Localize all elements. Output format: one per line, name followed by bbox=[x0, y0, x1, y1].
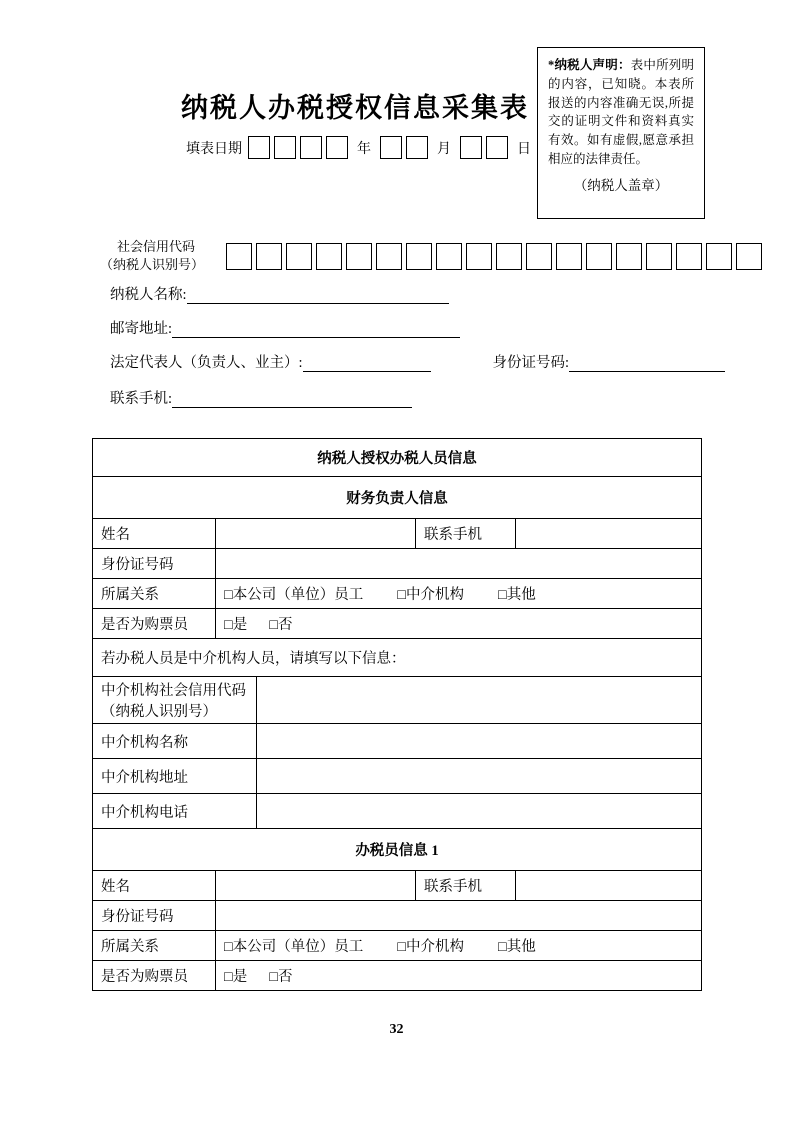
taxpayer-declaration-box bbox=[537, 47, 705, 219]
page-number: 32 bbox=[389, 1022, 404, 1037]
clerk-name-label: 姓名 bbox=[93, 871, 216, 901]
agency-name-input[interactable] bbox=[257, 724, 702, 759]
day-unit-label: 日 bbox=[517, 141, 531, 157]
agency-address-input[interactable] bbox=[257, 759, 702, 794]
legal-representative-line bbox=[110, 351, 725, 372]
agency-credit-code-label: 中介机构社会信用代码（纳税人识别号） bbox=[93, 677, 257, 724]
month-box[interactable] bbox=[406, 136, 428, 159]
agency-credit-code-row bbox=[93, 677, 702, 724]
credit-code-box[interactable] bbox=[226, 243, 252, 270]
month-box[interactable] bbox=[380, 136, 402, 159]
taxpayer-name-label: 纳税人名称: bbox=[110, 287, 187, 303]
table-title-row bbox=[93, 439, 702, 477]
agency-phone-label: 中介机构电话 bbox=[93, 794, 257, 829]
relation-option-other-checkbox[interactable]: □其他 bbox=[498, 587, 536, 603]
credit-code-box[interactable] bbox=[466, 243, 492, 270]
finance-ticket-label: 是否为购票员 bbox=[93, 609, 216, 639]
taxpayer-name-input[interactable] bbox=[187, 287, 449, 304]
credit-code-row bbox=[100, 238, 768, 274]
day-boxes bbox=[460, 136, 508, 159]
clerk-section-title: 办税员信息 1 bbox=[93, 829, 702, 871]
agency-phone-input[interactable] bbox=[257, 794, 702, 829]
taxpayer-name-line bbox=[110, 283, 449, 304]
taxpayer-stamp-label: （纳税人盖章） bbox=[573, 177, 669, 193]
relation-option-company-checkbox[interactable]: □本公司（单位）员工 bbox=[224, 939, 364, 955]
finance-ticket-options bbox=[216, 609, 702, 639]
credit-code-box[interactable] bbox=[346, 243, 372, 270]
month-unit-label: 月 bbox=[437, 141, 451, 157]
credit-code-box[interactable] bbox=[706, 243, 732, 270]
ticket-option-no-checkbox[interactable]: □否 bbox=[269, 617, 293, 633]
mailing-address-line bbox=[110, 317, 460, 338]
agency-note-row bbox=[93, 639, 702, 677]
declaration-label: *纳税人声明： bbox=[548, 58, 631, 72]
date-row bbox=[186, 136, 534, 159]
clerk-id-label: 身份证号码 bbox=[93, 901, 216, 931]
agency-address-row bbox=[93, 759, 702, 794]
finance-section-title: 财务负责人信息 bbox=[93, 477, 702, 519]
declaration-text bbox=[548, 56, 694, 169]
relation-option-agency-checkbox[interactable]: □中介机构 bbox=[397, 587, 465, 603]
finance-phone-input[interactable] bbox=[516, 519, 702, 549]
credit-code-label bbox=[100, 238, 212, 274]
ticket-option-yes-checkbox[interactable]: □是 bbox=[224, 617, 248, 633]
finance-id-input[interactable] bbox=[216, 549, 702, 579]
credit-code-box[interactable] bbox=[406, 243, 432, 270]
clerk-name-input[interactable] bbox=[216, 871, 416, 901]
contact-phone-input[interactable] bbox=[172, 391, 412, 408]
clerk-relation-label: 所属关系 bbox=[93, 931, 216, 961]
credit-code-box[interactable] bbox=[496, 243, 522, 270]
credit-code-box[interactable] bbox=[646, 243, 672, 270]
id-number-input[interactable] bbox=[569, 355, 725, 372]
finance-relation-options bbox=[216, 579, 702, 609]
day-box[interactable] bbox=[486, 136, 508, 159]
legal-representative-label: 法定代表人（负责人、业主）: bbox=[110, 355, 303, 371]
mailing-address-label: 邮寄地址: bbox=[110, 321, 173, 337]
finance-ticket-row bbox=[93, 609, 702, 639]
relation-option-company-checkbox[interactable]: □本公司（单位）员工 bbox=[224, 587, 364, 603]
clerk-ticket-row bbox=[93, 961, 702, 991]
ticket-option-yes-checkbox[interactable]: □是 bbox=[224, 969, 248, 985]
credit-code-label-line2: （纳税人识别号） bbox=[100, 257, 205, 273]
agency-address-label: 中介机构地址 bbox=[93, 759, 257, 794]
year-unit-label: 年 bbox=[357, 141, 371, 157]
contact-phone-line bbox=[110, 387, 412, 408]
id-number-label: 身份证号码: bbox=[492, 355, 570, 371]
credit-code-box[interactable] bbox=[376, 243, 402, 270]
declaration-body: 表中所列明的内容，已知晓。本表所报送的内容准确无误,所提交的证明文件和资料真实有效。如有虚假,愿意承担相应的法律责任。 bbox=[548, 58, 694, 166]
finance-relation-label: 所属关系 bbox=[93, 579, 216, 609]
finance-name-input[interactable] bbox=[216, 519, 416, 549]
date-label: 填表日期 bbox=[186, 141, 242, 157]
relation-option-agency-checkbox[interactable]: □中介机构 bbox=[397, 939, 465, 955]
credit-code-box[interactable] bbox=[586, 243, 612, 270]
clerk-id-input[interactable] bbox=[216, 901, 702, 931]
table-title: 纳税人授权办税人员信息 bbox=[93, 439, 702, 477]
clerk-phone-label: 联系手机 bbox=[416, 871, 516, 901]
year-box[interactable] bbox=[300, 136, 322, 159]
month-boxes bbox=[380, 136, 428, 159]
finance-name-label: 姓名 bbox=[93, 519, 216, 549]
finance-section-row bbox=[93, 477, 702, 519]
credit-code-box[interactable] bbox=[736, 243, 762, 270]
agency-phone-row bbox=[93, 794, 702, 829]
form-title: 纳税人办税授权信息采集表 bbox=[181, 93, 529, 123]
ticket-option-no-checkbox[interactable]: □否 bbox=[269, 969, 293, 985]
credit-code-box[interactable] bbox=[556, 243, 582, 270]
credit-code-box[interactable] bbox=[286, 243, 312, 270]
agency-note: 若办税人员是中介机构人员，请填写以下信息： bbox=[93, 639, 702, 677]
contact-phone-label: 联系手机: bbox=[110, 391, 173, 407]
clerk-phone-input[interactable] bbox=[516, 871, 702, 901]
year-box[interactable] bbox=[274, 136, 296, 159]
clerk-section-row bbox=[93, 829, 702, 871]
relation-option-other-checkbox[interactable]: □其他 bbox=[498, 939, 536, 955]
credit-code-box[interactable] bbox=[316, 243, 342, 270]
credit-code-box[interactable] bbox=[256, 243, 282, 270]
credit-code-boxes bbox=[226, 243, 762, 270]
clerk-name-row bbox=[93, 871, 702, 901]
clerk-id-row bbox=[93, 901, 702, 931]
day-box[interactable] bbox=[460, 136, 482, 159]
clerk-ticket-label: 是否为购票员 bbox=[93, 961, 216, 991]
clerk-relation-options bbox=[216, 931, 702, 961]
authorization-table bbox=[92, 438, 702, 991]
mailing-address-input[interactable] bbox=[172, 321, 460, 338]
year-box[interactable] bbox=[326, 136, 348, 159]
finance-relation-row bbox=[93, 579, 702, 609]
year-box[interactable] bbox=[248, 136, 270, 159]
credit-code-label-line1: 社会信用代码 bbox=[116, 239, 195, 254]
finance-id-row bbox=[93, 549, 702, 579]
clerk-ticket-options bbox=[216, 961, 702, 991]
agency-name-label: 中介机构名称 bbox=[93, 724, 257, 759]
credit-code-box[interactable] bbox=[676, 243, 702, 270]
clerk-relation-row bbox=[93, 931, 702, 961]
finance-id-label: 身份证号码 bbox=[93, 549, 216, 579]
agency-credit-code-input[interactable] bbox=[257, 677, 702, 724]
credit-code-box[interactable] bbox=[526, 243, 552, 270]
credit-code-box[interactable] bbox=[436, 243, 462, 270]
legal-representative-input[interactable] bbox=[303, 355, 431, 372]
credit-code-box[interactable] bbox=[616, 243, 642, 270]
year-boxes bbox=[248, 136, 348, 159]
finance-name-row bbox=[93, 519, 702, 549]
agency-name-row bbox=[93, 724, 702, 759]
finance-phone-label: 联系手机 bbox=[416, 519, 516, 549]
